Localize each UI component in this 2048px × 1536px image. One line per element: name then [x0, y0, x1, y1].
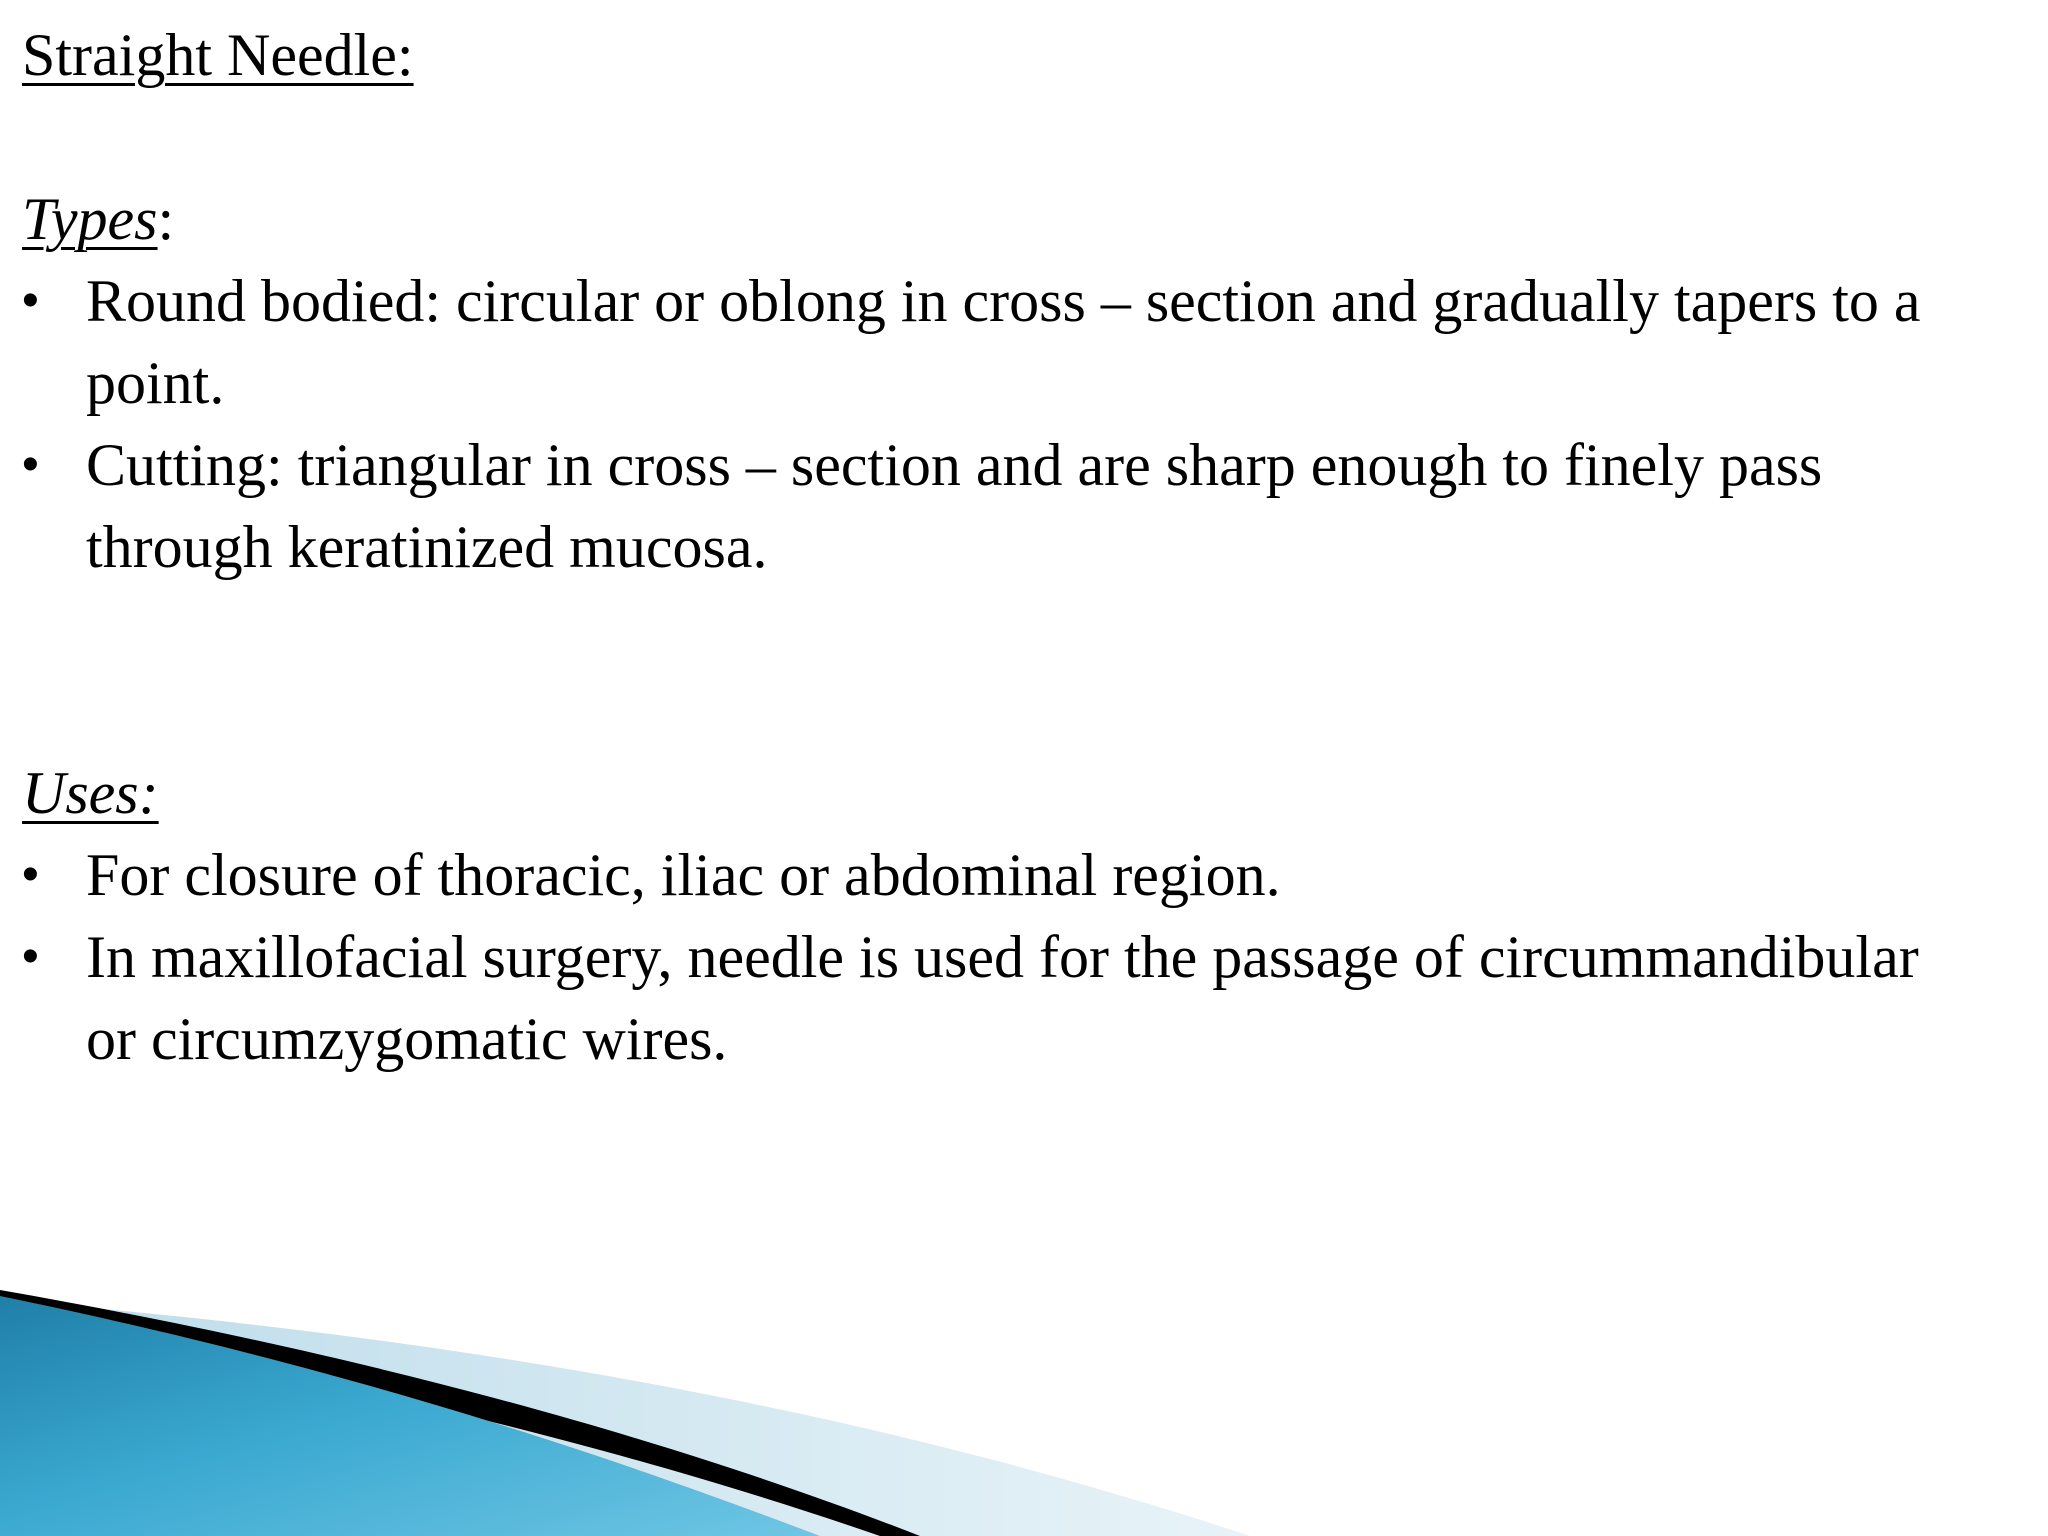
bullet-icon: • — [22, 274, 39, 327]
wave-teal-band — [0, 1296, 820, 1536]
wave-pale-band — [0, 1300, 1250, 1536]
slide-content — [22, 14, 2012, 1080]
list-item-text: Round bodied: circular or oblong in cross – section and gradually tapers to a point. — [86, 268, 1921, 416]
bullet-icon: • — [22, 438, 39, 491]
types-heading-colon: : — [157, 186, 175, 252]
list-item — [22, 916, 1966, 1080]
uses-list — [22, 834, 2012, 1080]
uses-heading — [22, 752, 2012, 834]
list-item — [22, 260, 1966, 424]
slide-title: Straight Needle: — [22, 22, 414, 88]
types-heading — [22, 178, 2012, 260]
wave-dark-stripe — [0, 1290, 920, 1536]
bullet-icon: • — [22, 848, 39, 901]
list-item — [22, 424, 1966, 588]
bullet-icon: • — [22, 930, 39, 983]
types-list — [22, 260, 2012, 588]
uses-heading-label: Uses: — [22, 760, 159, 826]
types-heading-label: Types — [22, 186, 158, 252]
list-item-text: Cutting: triangular in cross – section and are sharp enough to finely pass through keratinized mucosa. — [86, 432, 1823, 580]
list-item — [22, 834, 1966, 916]
list-item-text: For closure of thoracic, iliac or abdominal region. — [86, 842, 1281, 908]
list-item-text: In maxillofacial surgery, needle is used for the passage of circummandibular or circumzygomatic wires. — [86, 924, 1919, 1072]
